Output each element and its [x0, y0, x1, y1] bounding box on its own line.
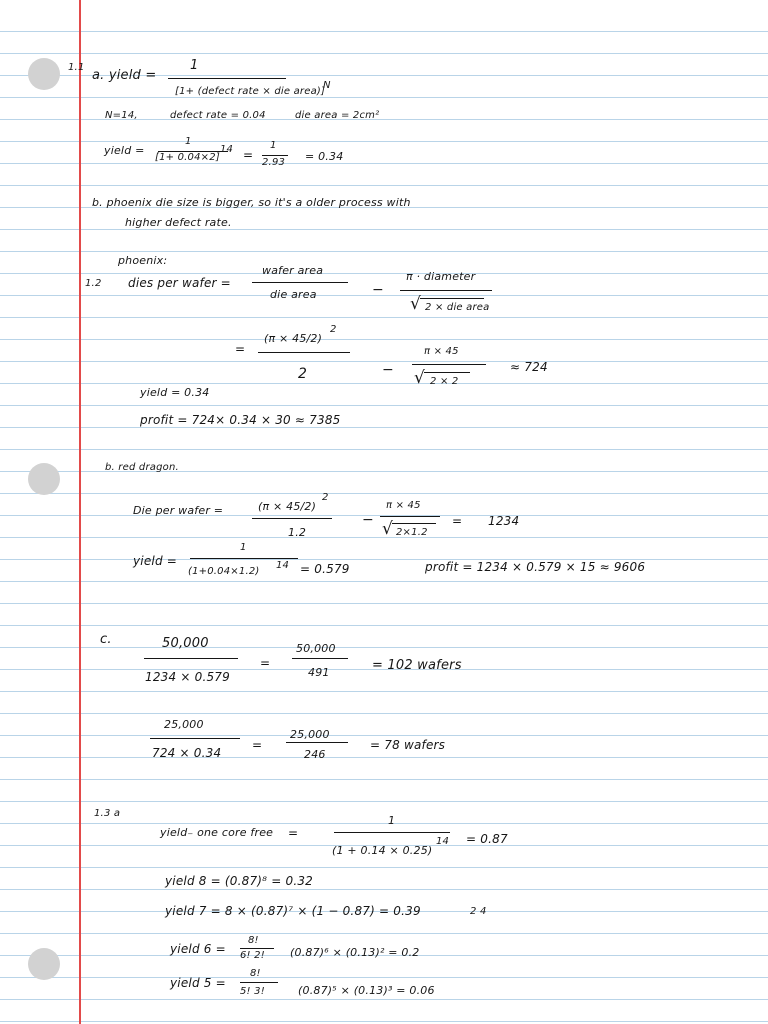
yield-denominator: [1+ (defect rate × die area)]: [175, 86, 326, 97]
denominator-two: 2: [298, 366, 308, 382]
rd-yield-result: = 0.579: [300, 562, 350, 576]
yield-5-denominator: 5! 3!: [240, 986, 265, 997]
punch-hole-top: [28, 58, 60, 90]
yield-result: = 0.34: [305, 150, 344, 163]
sqrt-bar: [420, 298, 484, 299]
yield-8: yield 8 = (0.87)⁸ = 0.32: [165, 874, 313, 888]
equals: =: [243, 148, 254, 162]
fraction-bar: [262, 155, 288, 156]
c2-denominator-2: 246: [304, 748, 326, 761]
fraction-bar: [190, 558, 298, 559]
yield-6-denominator: 6! 2!: [240, 950, 265, 961]
yield-exponent: N: [323, 80, 331, 91]
minus-sign: −: [372, 282, 384, 298]
c2-denominator: 724 × 0.34: [152, 746, 222, 760]
given-die-area: die area = 2cm²: [295, 110, 380, 121]
yield-calc-denominator: [1+ 0.04×2]: [155, 152, 220, 163]
fraction-bar: [258, 352, 350, 353]
rd-numerator: (π × 45/2): [258, 500, 317, 513]
yield-5-numerator: 8!: [250, 968, 261, 979]
die-area-denominator: die area: [270, 288, 317, 301]
rd-square-exponent: 2: [322, 492, 329, 503]
c1-result: = 102 wafers: [372, 658, 462, 673]
die-per-wafer-label: Die per wafer =: [133, 504, 224, 517]
pi-45-numerator-b: π × 45: [424, 346, 459, 357]
phoenix-profit: profit = 724× 0.34 × 30 ≈ 7385: [140, 413, 341, 427]
minus-sign: −: [362, 512, 374, 528]
rd-dies-result: 1234: [488, 514, 520, 528]
yield-5-label: yield 5 =: [170, 976, 226, 990]
fraction-bar: [380, 516, 440, 517]
square-exponent: 2: [330, 324, 337, 335]
equals: =: [288, 826, 299, 840]
c1-numerator-2: 50,000: [296, 642, 336, 655]
yield-6-expression: (0.87)⁶ × (0.13)² = 0.2: [290, 946, 420, 959]
rd-sqrt-arg: 2×1.2: [396, 527, 428, 538]
pi-45-numerator: (π × 45/2): [264, 332, 323, 345]
dies-approx-result: ≈ 724: [510, 360, 548, 374]
yield-5-expression: (0.87)⁵ × (0.13)³ = 0.06: [298, 984, 435, 997]
phoenix-heading: phoenix:: [118, 254, 168, 267]
rd-denominator: 1.2: [288, 526, 307, 539]
part-b-line-2: higher defect rate.: [125, 216, 232, 229]
margin-line: [79, 0, 81, 1024]
sqrt-sign: √: [414, 368, 425, 388]
equals: =: [252, 738, 263, 752]
c1-denominator: 1234 × 0.579: [145, 670, 230, 684]
rd-yield-label: yield =: [133, 554, 178, 568]
yield-label: a. yield =: [92, 68, 157, 83]
problem-number-1-2: 1.2: [85, 278, 102, 289]
equals: =: [235, 342, 246, 356]
punch-hole-bottom: [28, 948, 60, 980]
equals: =: [260, 656, 271, 670]
fraction-bar: [292, 658, 348, 659]
equals: =: [452, 514, 463, 528]
given-defect-rate: defect rate = 0.04: [170, 110, 266, 121]
yield-6-numerator: 8!: [248, 935, 259, 946]
phoenix-yield: yield = 0.34: [140, 386, 210, 399]
red-dragon-heading: b. red dragon.: [105, 462, 179, 473]
given-n: N=14,: [105, 110, 138, 121]
yield-calc-exponent: 14: [220, 144, 234, 155]
c2-result: = 78 wafers: [370, 738, 446, 752]
rd-yield-exponent: 14: [276, 560, 290, 571]
problem-number-1-3: 1.3 a: [94, 808, 121, 819]
c1-denominator-2: 491: [308, 666, 330, 679]
yield-calc-label: yield =: [104, 144, 145, 157]
rd-pi-45: π × 45: [386, 500, 421, 511]
core-yield-numerator: 1: [388, 814, 396, 827]
c2-numerator-2: 25,000: [290, 728, 330, 741]
fraction-bar: [400, 290, 492, 291]
sqrt-2x2: 2 × 2: [430, 376, 459, 387]
wafer-area-numerator: wafer area: [262, 264, 324, 277]
c2-numerator: 25,000: [164, 718, 204, 731]
punch-hole-middle: [28, 463, 60, 495]
rd-yield-denominator: (1+0.04×1.2): [188, 566, 260, 577]
one-over-denominator: 2.93: [262, 157, 286, 168]
yield-calc-numerator: 1: [185, 136, 192, 147]
rd-yield-numerator: 1: [240, 542, 247, 553]
core-yield-denominator: (1 + 0.14 × 0.25): [332, 844, 433, 857]
rd-profit: profit = 1234 × 0.579 × 15 ≈ 9606: [425, 560, 646, 574]
sqrt-sign: √: [410, 294, 421, 314]
sqrt-bar: [424, 372, 470, 373]
sqrt-bar: [392, 523, 436, 524]
fraction-bar: [252, 518, 332, 519]
dies-per-wafer-label: dies per wafer =: [128, 276, 231, 290]
yield-6-label: yield 6 =: [170, 942, 226, 956]
fraction-bar: [334, 832, 450, 833]
fraction-bar: [150, 738, 240, 739]
c1-numerator: 50,000: [162, 636, 209, 651]
pi-diameter-numerator: π · diameter: [406, 270, 476, 283]
problem-number-1-1: 1.1: [68, 62, 85, 73]
fraction-bar: [252, 282, 348, 283]
yield-7: yield 7 = 8 × (0.87)⁷ × (1 − 0.87) = 0.39: [165, 904, 421, 918]
core-yield-exponent: 14: [436, 836, 450, 847]
fraction-bar: [412, 364, 486, 365]
part-c-label: c.: [100, 632, 112, 647]
yield-7-tail: 2 4: [470, 906, 487, 917]
fraction-bar: [144, 658, 238, 659]
part-b-line-1: b. phoenix die size is bigger, so it's a older process with: [92, 196, 411, 209]
core-yield-result: = 0.87: [466, 832, 508, 846]
minus-sign: −: [382, 362, 394, 378]
sqrt-sign: √: [382, 519, 393, 539]
fraction-bar: [240, 982, 278, 983]
one-over-numerator: 1: [270, 140, 277, 151]
sqrt-die-area: 2 × die area: [425, 302, 490, 313]
yield-one-core-free-label: yield₋ one core free: [160, 826, 274, 839]
fraction-bar: [168, 78, 286, 79]
fraction-bar: [240, 948, 274, 949]
yield-numerator: 1: [190, 58, 199, 73]
fraction-bar: [286, 742, 348, 743]
